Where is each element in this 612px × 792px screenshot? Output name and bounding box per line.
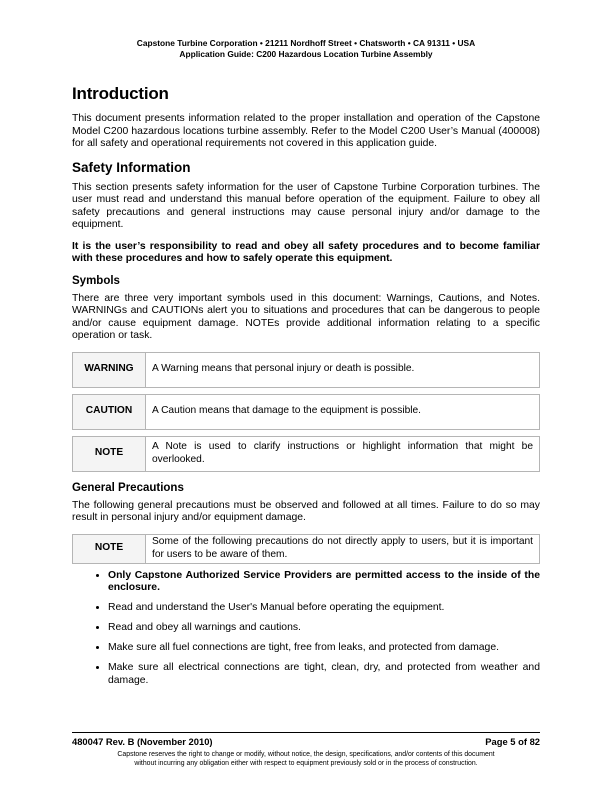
- safety-emphasis-paragraph: It is the user’s responsibility to read and obey all safety procedures and to become familiar with these procedures and how to safely operate this equipment.: [72, 240, 540, 264]
- note-callout: [72, 436, 540, 472]
- caution-label: CAUTION: [73, 394, 146, 429]
- general-precautions-paragraph: The following general precautions must be observed and followed at all times. Failure to do so may result in personal injury and/or equipment damage.: [72, 499, 540, 523]
- symbols-heading: Symbols: [72, 274, 120, 287]
- precautions-note-callout: [72, 534, 540, 564]
- footer-disclaimer-line-2: without incurring any obligation either with respect to equipment previously sold or in the process of construction.: [134, 760, 478, 767]
- precautions-note-label: NOTE: [73, 534, 146, 563]
- note-text: A Note is used to clarify instructions or highlight information that might be overlooked.: [146, 436, 540, 471]
- caution-text: A Caution means that damage to the equipment is possible.: [146, 394, 540, 429]
- warning-label: WARNING: [73, 352, 146, 387]
- introduction-paragraph: This document presents information related to the proper installation and operation of the Capstone Model C200 hazardous locations turbine assembly. Refer to the Model C200 User’s Manual (400008) for all safety and operational requirements not covered in this application guide.: [72, 113, 540, 149]
- list-item: • Make sure all fuel connections are tight, free from leaks, and protected from damage.: [108, 642, 540, 655]
- list-item: • Only Capstone Authorized Service Providers are permitted access to the inside of the enclosure.: [108, 570, 540, 595]
- precautions-note-text: Some of the following precautions do not directly apply to users, but it is important for users to be aware of them.: [146, 534, 540, 563]
- header-address: Capstone Turbine Corporation • 21211 Nordhoff Street • Chatsworth • CA 91311 • USA: [136, 38, 476, 48]
- safety-paragraph: This section presents safety information for the user of Capstone Turbine Corporation turbines. The user must read and understand this manual before operation of the equipment. Failure to obey all safety precautions and general instructions may cause personal injury and/or damage to the equipment.: [72, 181, 540, 230]
- list-item: • Make sure all electrical connections are tight, clean, dry, and protected from weather and damage.: [108, 662, 540, 687]
- footer-page-number: Page 5 of 82: [485, 736, 540, 747]
- footer-disclaimer-line-1: Capstone reserves the right to change or modify, without notice, the design, specifications, and/or contents of this document: [117, 751, 495, 758]
- warning-callout: [72, 352, 540, 388]
- header-guide-title: Application Guide: C200 Hazardous Location Turbine Assembly: [179, 49, 433, 59]
- warning-text: A Warning means that personal injury or death is possible.: [146, 352, 540, 387]
- list-item: • Read and obey all warnings and cautions.: [108, 622, 540, 635]
- caution-callout: [72, 394, 540, 430]
- footer-document-revision: 480047 Rev. B (November 2010): [72, 736, 213, 747]
- note-label: NOTE: [73, 436, 146, 471]
- page-content: [72, 84, 540, 695]
- safety-heading: Safety Information: [72, 159, 191, 175]
- list-item: • Read and understand the User's Manual before operating the equipment.: [108, 602, 540, 615]
- symbols-paragraph: There are three very important symbols used in this document: Warnings, Cautions, and Notes. WARNINGs and CAUTIONs alert you to situations and procedures that can be dangerous to people and/or cause equipment damage. NOTEs provide additional information relating to a specific operation or task.: [72, 292, 540, 341]
- footer-disclaimer: [72, 750, 540, 768]
- general-precautions-heading: General Precautions: [72, 481, 184, 494]
- footer-divider: [72, 732, 540, 733]
- precautions-list: [72, 570, 540, 688]
- introduction-heading: Introduction: [72, 84, 169, 103]
- page-header: [0, 38, 612, 60]
